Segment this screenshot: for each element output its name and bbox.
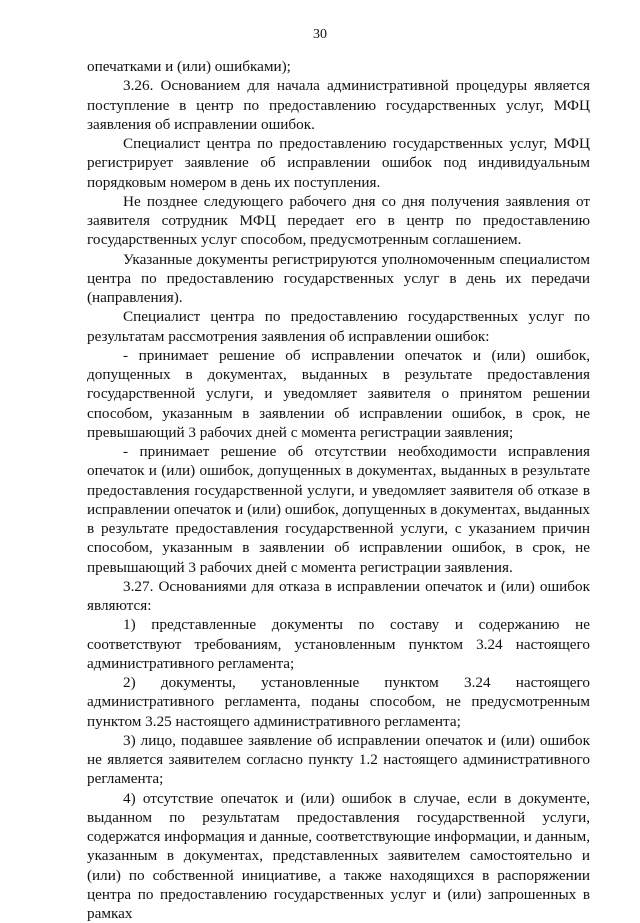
paragraph-3-26: 3.26. Основанием для начала административной процедуры является поступление в центр по предоставлению государственных услуг, МФЦ заявления об исправлении ошибок. <box>87 76 590 134</box>
paragraph-documents-registered: Указанные документы регистрируются уполномоченным специалистом центра по предоставлению государственных услуг в день их передачи (направления). <box>87 250 590 308</box>
list-item-3: 3) лицо, подавшее заявление об исправлении опечаток и (или) ошибок не является заявителем согласно пункту 1.2 настоящего административного регламента; <box>87 731 590 789</box>
list-item-4: 4) отсутствие опечаток и (или) ошибок в случае, если в документе, выданном по результатам предоставления государственной услуги, содержатся информация и данные, соответствующие информации, и данным, указанным в документах, представленных заявителем самостоятельно и (или) по собственной инициативе, а также находящихся в распоряжении центра по предоставлению государственных услуг и (или) запрошенных в рамках <box>87 789 590 923</box>
document-body <box>87 57 590 923</box>
paragraph-3-27: 3.27. Основаниями для отказа в исправлении опечаток и (или) ошибок являются: <box>87 577 590 616</box>
paragraph-registration: Специалист центра по предоставлению государственных услуг, МФЦ регистрирует заявление об исправлении ошибок под индивидуальным порядковым номером в день их поступления. <box>87 134 590 192</box>
paragraph-specialist-review: Специалист центра по предоставлению государственных услуг по результатам рассмотрения заявления об исправлении ошибок: <box>87 307 590 346</box>
list-item-reject-correction: - принимает решение об отсутствии необходимости исправления опечаток и (или) ошибок, допущенных в документах, выданных в результате предоставления государственной услуги, и уведомляет заявителя об отказе в исправлении опечаток и (или) ошибок, допущенных в документах, выданных в результате предоставления государственной услуги, с указанием причин способом, указанным в заявлении об исправлении ошибок, в срок, не превышающий 3 рабочих дней с момента регистрации заявления. <box>87 442 590 577</box>
paragraph-transfer: Не позднее следующего рабочего дня со дня получения заявления от заявителя сотрудник МФЦ передает его в центр по предоставлению государственных услуг способом, предусмотренным соглашением. <box>87 192 590 250</box>
page-number: 30 <box>0 27 640 43</box>
list-item-2: 2) документы, установленные пунктом 3.24 настоящего административного регламента, поданы способом, не предусмотренным пунктом 3.25 настоящего административного регламента; <box>87 673 590 731</box>
list-item-accept-correction: - принимает решение об исправлении опечаток и (или) ошибок, допущенных в документах, выданных в результате предоставления государственной услуги, и уведомляет заявителя о принятом решении способом, указанным в заявлении об исправлении ошибок, в срок, не превышающий 3 рабочих дней с момента регистрации заявления; <box>87 346 590 442</box>
list-item-1: 1) представленные документы по составу и содержанию не соответствуют требованиям, установленным пунктом 3.24 настоящего административного регламента; <box>87 615 590 673</box>
paragraph-continuation: опечатками и (или) ошибками); <box>87 57 590 76</box>
